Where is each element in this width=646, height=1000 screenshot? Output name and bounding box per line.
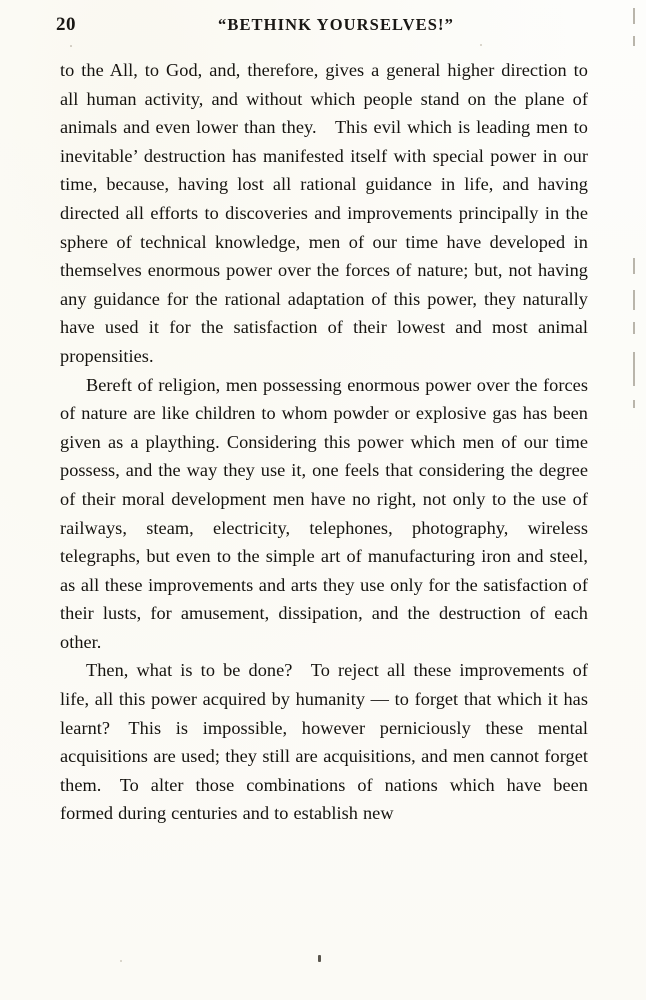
paragraph: to the All, to God, and, therefore, gives a general higher direction to all human activity, and without which people stand on the plane of animals and even lower than they. This evil which is leading men to inevitable’ destruction has manifested itself with special power in our time, because, having lost all rational guidance in life, and having directed all efforts to discoveries and improvements principally in the sphere of technical knowledge, men of our time have developed in themselves enormous power over the forces of nature; but, not having any guidance for the rational adaptation of this power, they naturally have used it for the satisfaction of their lowest and most animal propensities.: [60, 60, 588, 366]
paper-speck: [480, 44, 482, 46]
body-text: [60, 56, 588, 828]
paragraph: Bereft of religion, men possessing enormous power over the forces of nature are like children to whom powder or explosive gas has been given as a plaything. Considering this power which men of our time possess, and the way they use it, one feels that considering the degree of their moral development men have no right, not only to the use of railways, steam, electricity, telephones, photography, wireless telegraphs, but even to the simple art of manufacturing iron and steel, as all these improvements and arts they use only for the satisfaction of their lusts, for amusement, dissipation, and the destruction of each other.: [60, 374, 588, 652]
running-head: “BETHINK YOURSELVES!”: [218, 15, 454, 34]
page-edge-marks: [631, 0, 639, 1000]
page-header: [56, 14, 606, 38]
paper-speck: [70, 45, 72, 47]
paper-speck: [120, 960, 122, 962]
footer-mark: [318, 955, 321, 962]
page-number: 20: [56, 14, 76, 35]
paragraph: Then, what is to be done? To reject all these improvements of life, all this power acquired by humanity — to forget that which it has learnt? This is impossible, however perniciously these mental acquisitions are used; they still are acquisitions, and men cannot forget them. To alter those combinations of nations which have been formed during centuries and to establish new: [60, 660, 588, 824]
